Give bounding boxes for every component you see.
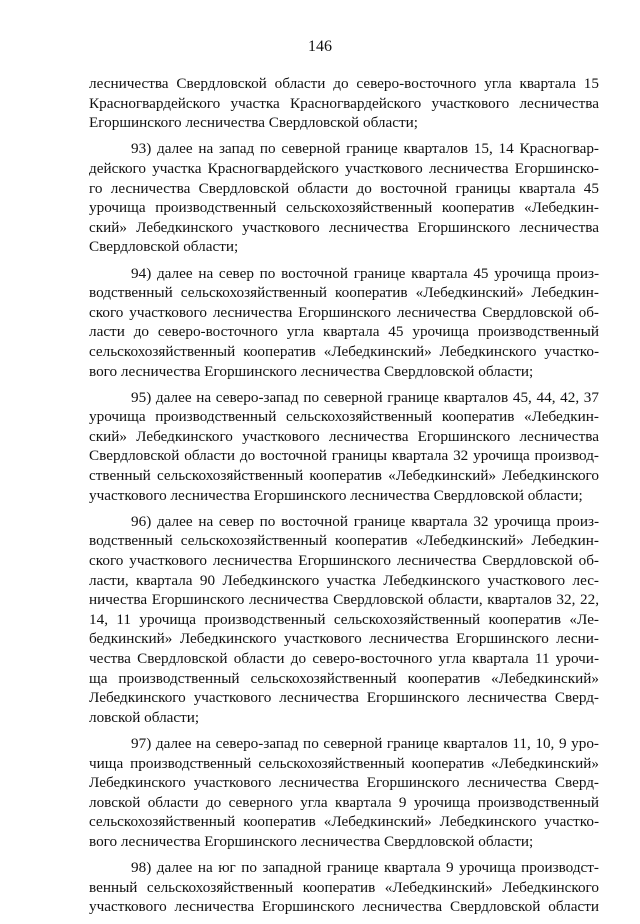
- page-number: 146: [308, 38, 332, 55]
- text-line: Свердловской области;: [89, 238, 239, 256]
- text-line: ский» Лебедкинского участкового лесничества Егоршинского лесничества: [89, 218, 599, 236]
- paragraph-item-97: [89, 734, 599, 852]
- text-line: бедкинский» Лебедкинского участкового лесничества Егоршинского лесни-: [89, 630, 599, 648]
- paragraph-continuation: [89, 74, 599, 133]
- text-line: урочища производственный сельскохозяйственный кооператив «Лебедкин-: [89, 408, 599, 426]
- text-line: урочища производственный сельскохозяйственный кооператив «Лебедкин-: [89, 199, 599, 217]
- text-line: ща производственный сельскохозяйственный кооператив «Лебедкинский»: [89, 669, 599, 687]
- text-line: водственный сельскохозяйственный кооператив «Лебедкинский» Лебедкин-: [89, 532, 599, 550]
- paragraph-item-96: [89, 512, 599, 728]
- text-line: Егоршинского лесничества Свердловской области;: [89, 114, 418, 132]
- text-line: Свердловской области до восточной границы квартала 32 урочища производ-: [89, 447, 599, 465]
- text-line: го лесничества Свердловской области до восточной границы квартала 45: [89, 179, 599, 197]
- text-line: 98) далее на юг по западной границе квартала 9 урочища производст-: [131, 859, 599, 877]
- paragraph-item-98: [89, 858, 599, 917]
- text-line: 95) далее на северо-запад по северной границе кварталов 45, 44, 42, 37: [131, 388, 599, 406]
- text-line: ственный сельскохозяйственный кооператив «Лебедкинский» Лебедкинского: [89, 467, 599, 485]
- text-line: венный сельскохозяйственный кооператив «Лебедкинский» Лебедкинского: [89, 878, 599, 896]
- text-line: ловской области;: [89, 708, 200, 726]
- text-line: дейского участка Красногвардейского участкового лесничества Егоршинско-: [89, 159, 599, 177]
- text-line: лесничества Свердловской области до северо-восточного угла квартала 15: [89, 75, 599, 92]
- text-line: ского участкового лесничества Егоршинского лесничества Свердловской об-: [89, 303, 599, 321]
- paragraph-item-93: [89, 139, 599, 257]
- text-line: 97) далее на северо-запад по северной границе кварталов 11, 10, 9 уро-: [131, 734, 599, 752]
- text-line: участкового лесничества Егоршинского лесничества Свердловской области: [89, 898, 599, 916]
- text-line: водственный сельскохозяйственный кооператив «Лебедкинский» Лебедкин-: [89, 284, 599, 302]
- text-line: ласти, квартала 90 Лебедкинского участка Лебедкинского участкового лес-: [89, 571, 599, 589]
- text-line: участкового лесничества Егоршинского лесничества Свердловской области;: [89, 486, 583, 504]
- text-line: Лебедкинского участкового лесничества Егоршинского лесничества Сверд-: [89, 689, 599, 707]
- text-line: 96) далее на север по восточной границе квартала 32 урочища произ-: [131, 512, 599, 530]
- text-line: 94) далее на север по восточной границе квартала 45 урочища произ-: [131, 264, 599, 282]
- text-line: вого лесничества Егоршинского лесничества Свердловской области;: [89, 832, 534, 850]
- text-line: Красногвардейского участка Красногвардейского участкового лесничества: [89, 94, 599, 112]
- document-body: [89, 74, 599, 924]
- text-line: ловской области до северного угла квартала 9 урочища производственный: [89, 793, 599, 811]
- text-line: Лебедкинского участкового лесничества Егоршинского лесничества Сверд-: [89, 774, 599, 792]
- text-line: вого лесничества Егоршинского лесничества Свердловской области;: [89, 362, 534, 380]
- text-line: 14, 11 урочища производственный сельскохозяйственный кооператив «Ле-: [89, 610, 599, 628]
- text-line: сельскохозяйственный кооператив «Лебедкинский» Лебедкинского участко-: [89, 813, 599, 831]
- paragraph-item-94: [89, 264, 599, 382]
- text-line: ничества Егоршинского лесничества Свердловской области, кварталов 32, 22,: [89, 591, 599, 609]
- text-line: сельскохозяйственный кооператив «Лебедкинский» Лебедкинского участко-: [89, 342, 599, 360]
- text-line: ласти до северо-восточного угла квартала 45 урочища производственный: [89, 323, 599, 341]
- text-line: ский» Лебедкинского участкового лесничества Егоршинского лесничества: [89, 427, 599, 445]
- text-line: чища производственный сельскохозяйственный кооператив «Лебедкинский»: [89, 754, 599, 772]
- text-line: ского участкового лесничества Егоршинского лесничества Свердловской об-: [89, 552, 599, 570]
- text-line: 93) далее на запад по северной границе кварталов 15, 14 Красногвар-: [131, 140, 599, 158]
- text-line: чества Свердловской области до северо-восточного угла квартала 11 урочи-: [89, 650, 599, 667]
- paragraph-item-95: [89, 388, 599, 506]
